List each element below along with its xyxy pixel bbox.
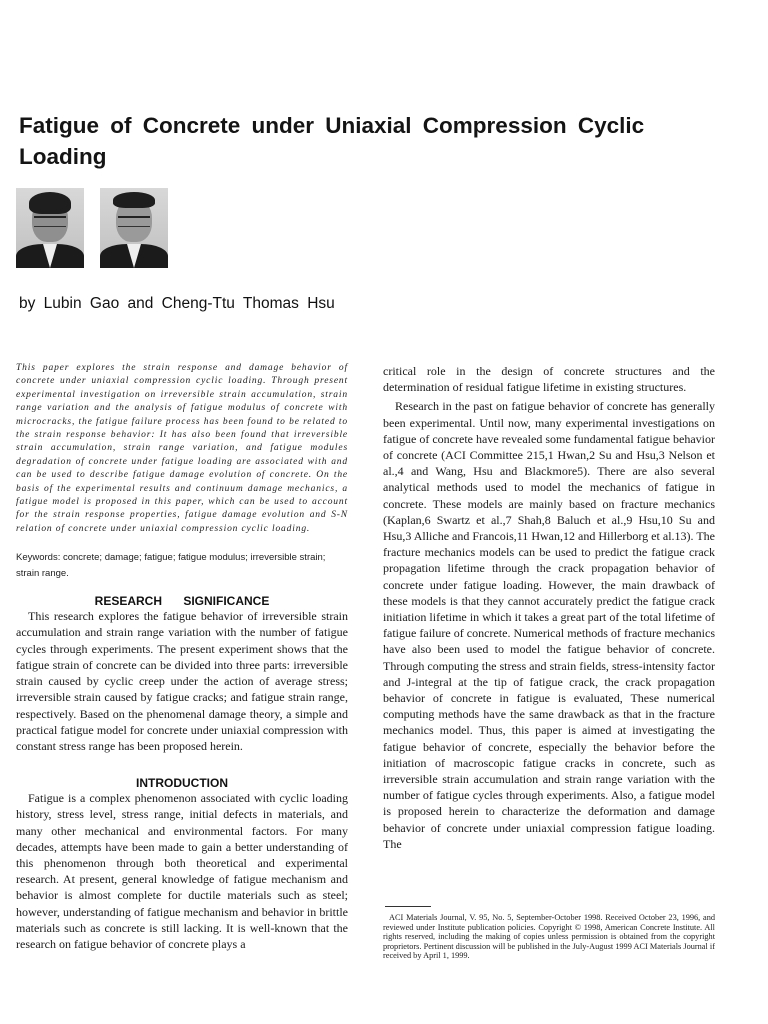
introduction-text: Fatigue is a complex phenomenon associated with cyclic loading history, stress level, stress range, initial defects in materials, and many other mechanical and environmental factors. For many decades, attempts have been made to gain a better understanding of this phenomenon through both theoretical and experimental research. At present, general knowledge of fatigue mechanism and behavior is almost complete for ductile materials such as steel; however, understanding of fatigue mechanism and behavior in brittle materials such as concrete is still lacking. It is well-known that the research on fatigue behavior of concrete plays a [16,791,348,951]
right-column [383,363,715,852]
photo-hair [29,192,71,214]
paper-title: Fatigue of Concrete under Uniaxial Compression Cyclic Loading [19,113,645,169]
photo-hair [113,192,155,208]
author-photo-1 [16,188,84,268]
intro-continued-paragraph: critical role in the design of concrete structures and the determination of residual fatigue lifetime in existing structures. [383,364,715,395]
introduction-heading: INTRODUCTION [136,776,228,791]
photo-glasses [118,216,150,227]
abstract: This paper explores the strain response and damage behavior of concrete under uniaxial compression cyclic loading. Through present experimental investigation on irreversible strain accumulation, strain range variation and the analysis of fatigue modulus of concrete with microcracks, the fatigue failure process has been found to be related to the strain response behavior: It has also been found that irreversible strain accumulation, strain range variation, and fatigue modules degradation of concrete under fatigue loading are associated with and can be used to describe fatigue damage evolution of concrete. On the basis of the experimental results and continuum damage mechanics, a fatigue model is proposed in this paper, which can be used to account for the strain response properties, fatigue damage evolution and S-N relation of concrete under uniaxial compression cyclic loading. [16,363,348,534]
photo-glasses [34,216,66,227]
research-significance-heading: RESEARCH SIGNIFICANCE [94,594,270,609]
keywords: Keywords: concrete; damage; fatigue; fatigue modulus; irreversible strain; strain range. [16,552,326,580]
author-photo-2 [100,188,168,268]
left-column [16,362,348,952]
prior-research-paragraph: Research in the past on fatigue behavior of concrete has generally been experimental. Until now, many experimental investigations on fatigue of concrete have revealed some fundamental fatigue behavior of concrete (ACI Committee 215,1 Hwan,2 Su and Hsu,3 Nelson et al.,4 and Wang, Hsu and Blackmore5). There are also several analytical methods used to model the mechanics of fatigue in concrete. These models are mainly based on fracture mechanics (Kaplan,6 Swartz et al.,7 Shah,8 Baluch et al.,9 Hsu,10 Su and Hsu,3 Alliche and Francois,11 Hwan,12 and Hillerborg et al.13). The fracture mechanics models can be used to predict the fatigue crack propagation lifetime through the crack propagation behavior of concrete under fatigue loading. However, the main drawback of these models is that they cannot accurately predict the fatigue crack initiation lifetime in which it takes a great part of the total lifetime of fatigue failure of concrete. Numerical methods of fracture mechanics have also been used to model the fatigue behavior of concrete. Through computing the stress and strain fields, stress-intensity factor and J-integral at the tip of fatigue crack, the crack propagation behavior of concrete in fatigue is evaluated, These numerical computing methods have the same drawback as that in the fracture mechanics model. Thus, this paper is aimed at investigating the fatigue behavior of concrete, especially the behavior before the initiation of macroscopic fatigue cracks in concrete, such as irreversible strain accumulation and strain range variation with the number of fatigue cycles through experiments. Also, a fatigue model is proposed herein to characterize the deformation and damage behavior of concrete under uniaxial compression fatigue loading. The [383,399,715,851]
research-significance-text: This research explores the fatigue behavior of irreversible strain accumulation and strain range variation with the number of fatigue cycles through experiments. The present experiment shows that the fatigue strain of concrete can be divided into three parts: irreversible strain caused by cyclic creep under the action of average stress; irreversible strain caused by fatigue cracks; and fatigue strain range, respectively. Based on the phenomenal damage theory, a simple and practical fatigue model for concrete under uniaxial compression with constant stress range has been proposed herein. [16,609,348,753]
footnote-rule [385,906,431,907]
author-byline: by Lubin Gao and Cheng-Ttu Thomas Hsu [19,295,335,312]
publication-footnote: ACI Materials Journal, V. 95, No. 5, September-October 1998. Received October 23, 1996, and reviewed under Institute publication policies. Copyright © 1998, American Concrete Institute. All rights reserved, including the making of copies unless permission is obtained from the copyright proprietors. Pertinent discussion will be published in the July-August 1999 ACI Materials Journal if received by April 1, 1999. [383,913,715,961]
